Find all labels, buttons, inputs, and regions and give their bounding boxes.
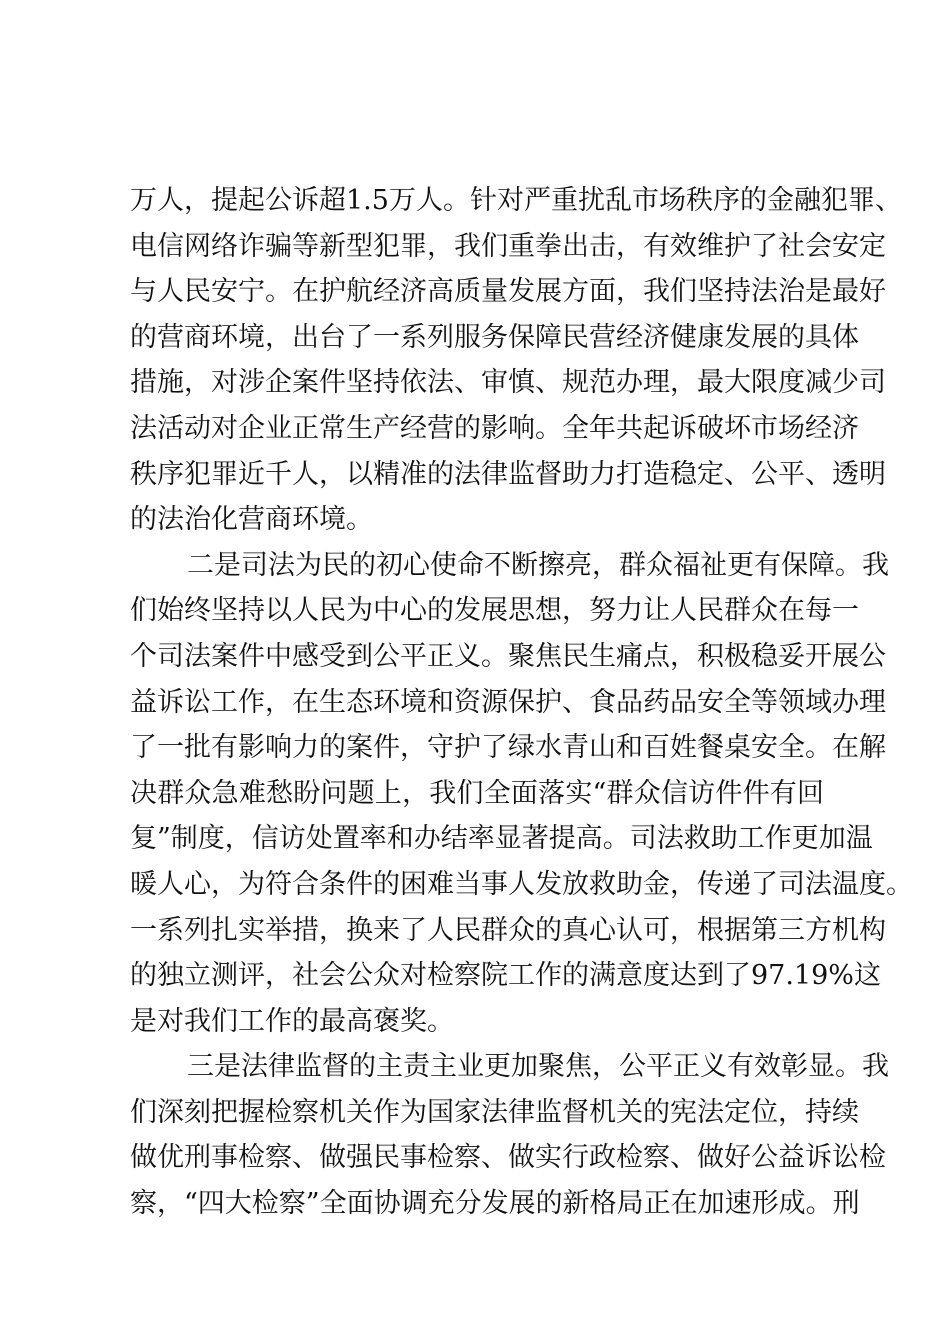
text-line: 一系列扎实举措，换来了人民群众的真心认可，根据第三方机构 (130, 914, 886, 946)
text-line: 的独立测评，社会公众对检察院工作的满意度达到了97.19%这 (130, 960, 881, 992)
paragraph-1 (130, 178, 902, 543)
text-line: 三是法律监督的主责主业更加聚焦，公平正义有效彰显。我 (187, 1051, 889, 1083)
text-line: 复”制度，信访处置率和办结率显著提高。司法救助工作更加温 (130, 823, 873, 855)
text-line: 做优刑事检察、做强民事检察、做实行政检察、做好公益诉讼检 (130, 1142, 886, 1174)
text-line: 的法治化营商环境。 (130, 504, 373, 536)
text-line: 决群众急难愁盼问题上，我们全面落实“群众信访件件有回 (130, 777, 824, 809)
text-line: 与人民安宁。在护航经济高质量发展方面，我们坚持法治是最好 (130, 276, 886, 308)
text-line: 个司法案件中感受到公平正义。聚焦民生痛点，积极稳妥开展公 (130, 640, 886, 672)
text-line: 暖人心，为符合条件的困难当事人发放救助金，传递了司法温度。 (130, 868, 913, 900)
paragraph-3 (130, 1044, 889, 1226)
text-line: 措施，对涉企案件坚持依法、审慎、规范办理，最大限度减少司 (130, 367, 886, 399)
text-line: 们深刻把握检察机关作为国家法律监督机关的宪法定位，持续 (130, 1096, 859, 1128)
text-line: 了一批有影响力的案件，守护了绿水青山和百姓餐桌安全。在解 (130, 732, 886, 764)
text-line: 电信网络诈骗等新型犯罪，我们重拳出击，有效维护了社会安定 (130, 230, 886, 262)
text-line: 万人，提起公诉超1.5万人。针对严重扰乱市场秩序的金融犯罪、 (130, 185, 902, 216)
text-line: 察，“四大检察”全面协调充分发展的新格局正在加速形成。刑 (130, 1188, 860, 1220)
text-line: 秩序犯罪近千人，以精准的法律监督助力打造稳定、公平、透明 (130, 458, 886, 490)
document-page (130, 178, 913, 1227)
text-line: 二是司法为民的初心使命不断擦亮，群众福祉更有保障。我 (187, 549, 889, 581)
text-line: 是对我们工作的最高褒奖。 (130, 1005, 454, 1037)
text-line: 益诉讼工作，在生态环境和资源保护、食品药品安全等领域办理 (130, 686, 886, 718)
text-line: 们始终坚持以人民为中心的发展思想，努力让人民群众在每一 (130, 595, 859, 627)
text-line: 法活动对企业正常生产经营的影响。全年共起诉破坏市场经济 (130, 412, 859, 444)
paragraph-2 (130, 543, 913, 1045)
text-line: 的营商环境，出台了一系列服务保障民营经济健康发展的具体 (130, 321, 859, 353)
